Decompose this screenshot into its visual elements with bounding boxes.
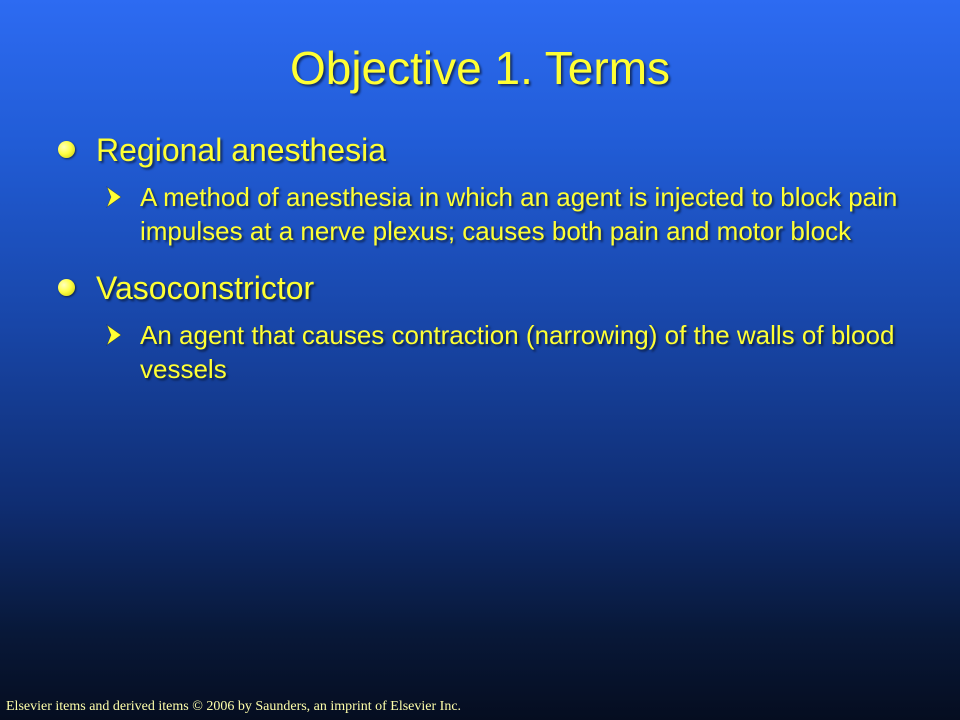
bullet-item-row <box>56 266 916 310</box>
slide-title: Objective 1. Terms <box>289 42 671 94</box>
copyright-footer: Elsevier items and derived items © 2006 by Saunders, an imprint of Elsevier Inc. <box>6 699 462 714</box>
sub-bullet-definition <box>56 318 916 386</box>
bullet-list <box>56 128 916 404</box>
filled-circle-bullet-icon <box>58 279 75 296</box>
filled-circle-bullet-icon <box>58 141 75 158</box>
definition-text: An agent that causes contraction (narrowing) of the walls of blood vessels <box>140 320 895 384</box>
bullet-item-row <box>56 128 916 172</box>
arrowhead-bullet-icon <box>104 322 124 348</box>
term-label: Vasoconstrictor <box>96 270 315 306</box>
term-label: Regional anesthesia <box>96 132 386 168</box>
bullet-item-regional-anesthesia <box>56 128 916 248</box>
sub-bullet-definition <box>56 180 916 248</box>
bullet-item-vasoconstrictor <box>56 266 916 386</box>
arrowhead-bullet-icon <box>104 184 124 210</box>
definition-text: A method of anesthesia in which an agent is injected to block pain impulses at a nerve plexus; causes both pain and motor block <box>140 182 898 246</box>
